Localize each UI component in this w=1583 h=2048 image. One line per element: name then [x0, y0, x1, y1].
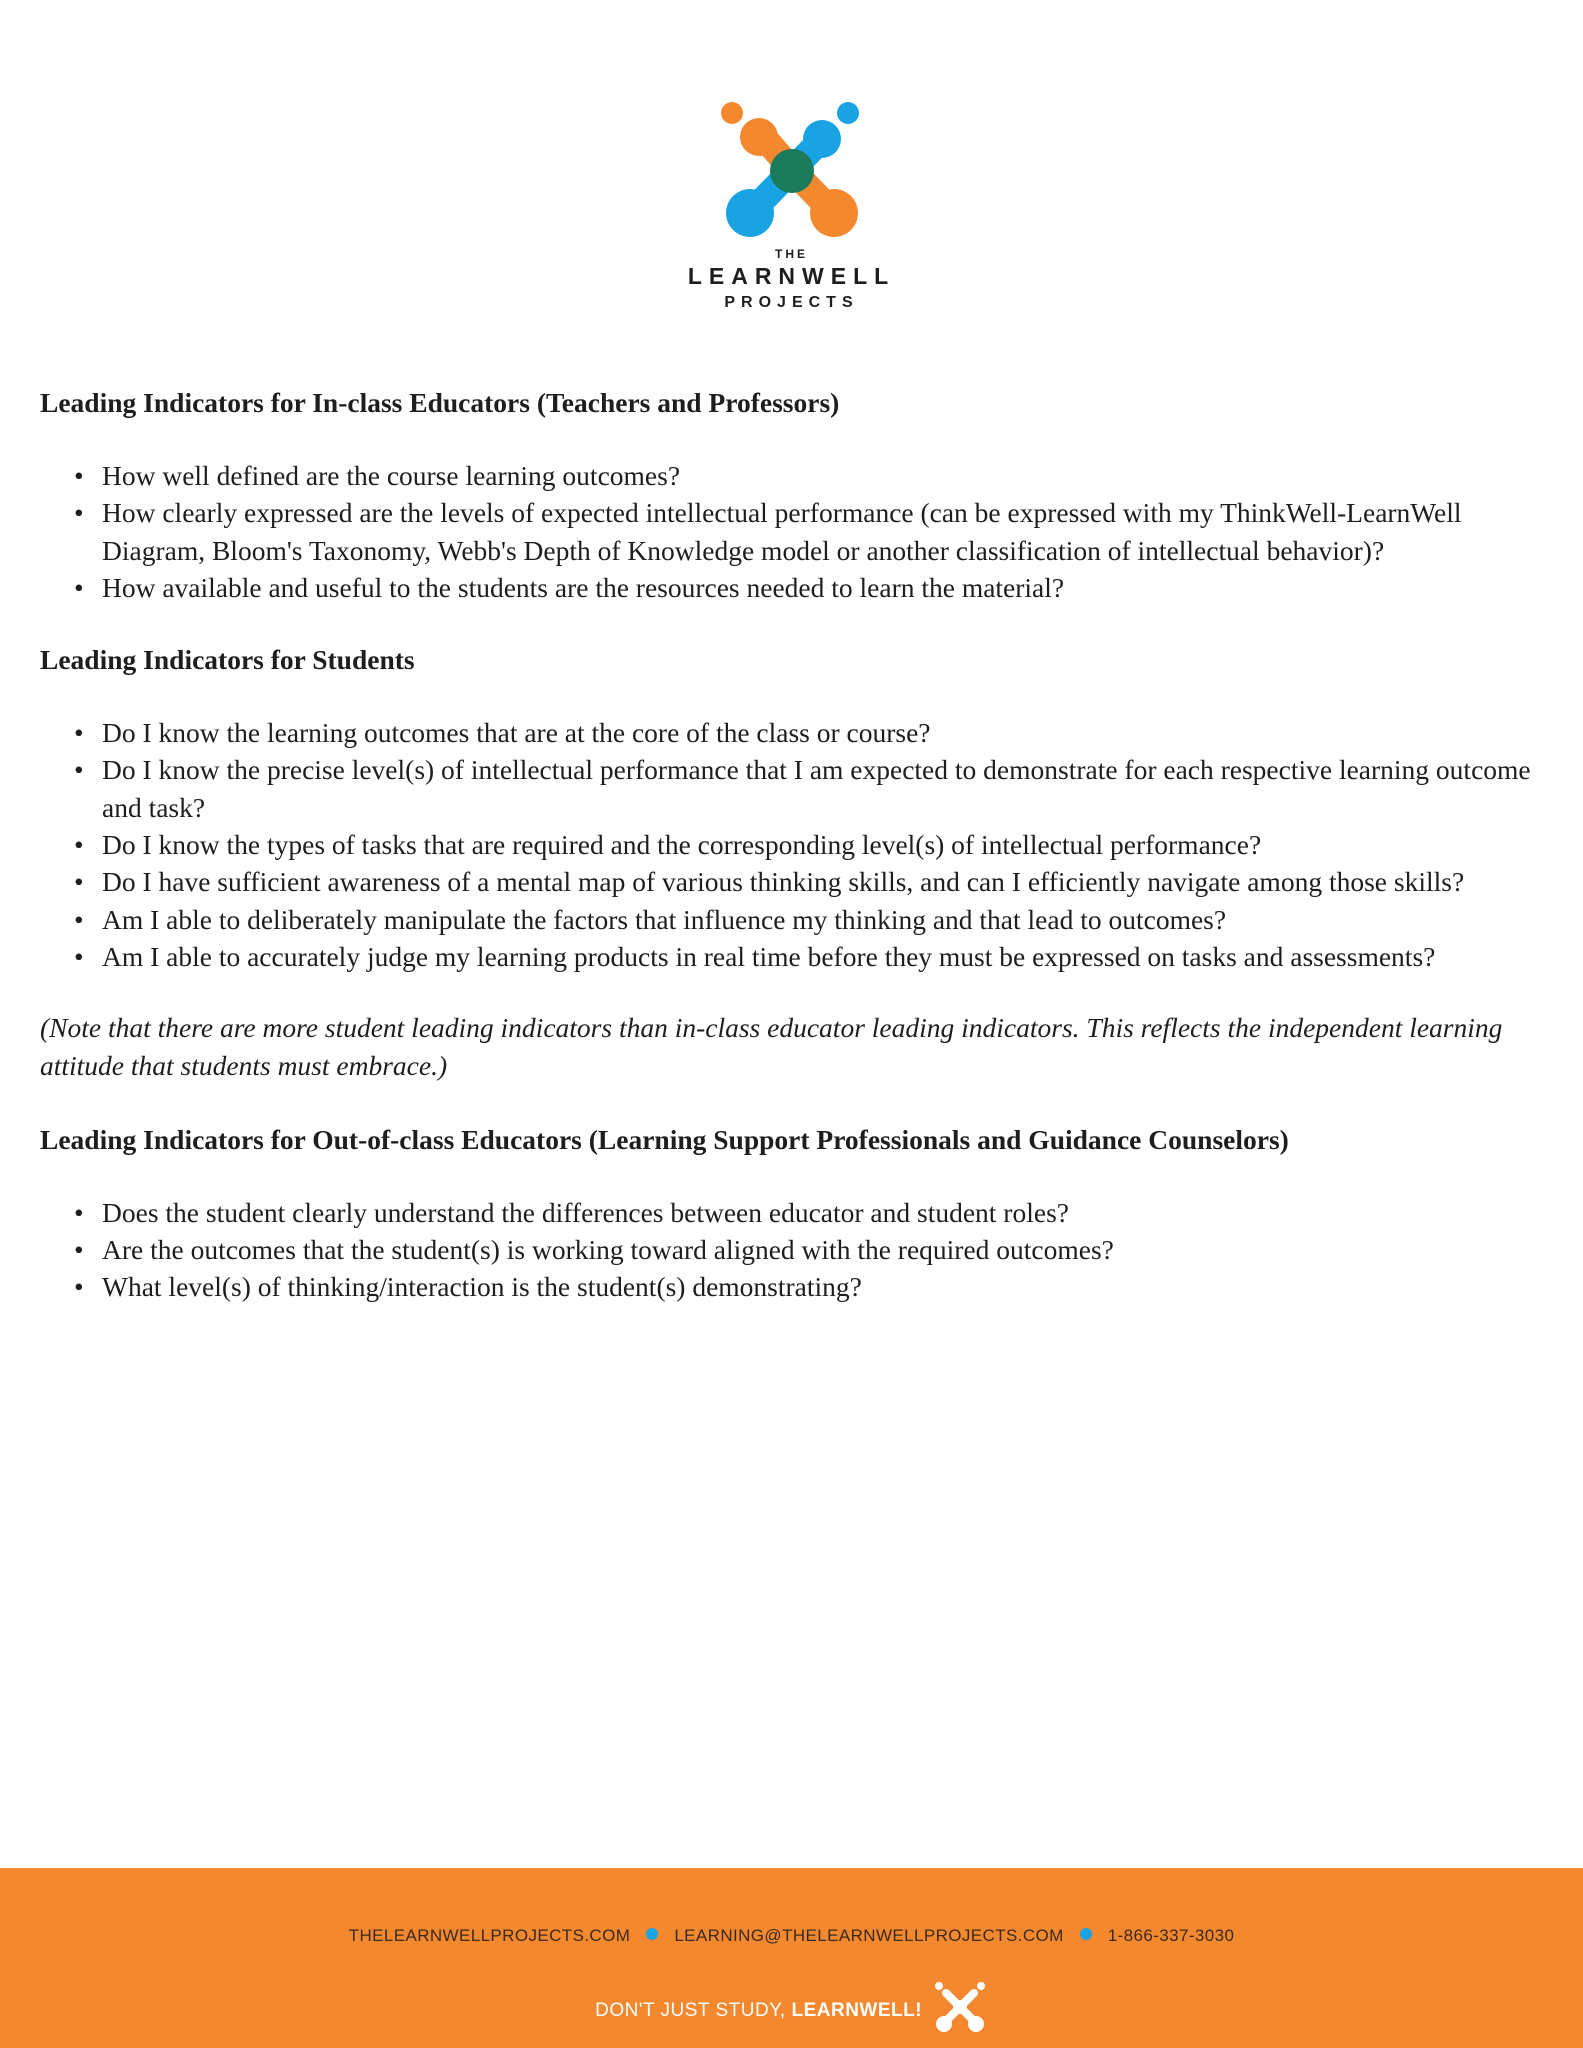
list-item [40, 1268, 1550, 1305]
in-class-educators-list [40, 457, 1550, 606]
list-item-text: Am I able to deliberately manipulate the factors that influence my thinking and that lead to outcomes? [102, 903, 1227, 935]
list-item-text: How well defined are the course learning outcomes? [102, 460, 681, 491]
bullet-icon: • [74, 903, 84, 935]
section-heading-students: Leading Indicators for Students [40, 644, 415, 676]
list-item [40, 1231, 1550, 1268]
list-item [40, 826, 1550, 863]
list-item [40, 714, 1550, 751]
list-item-text: How available and useful to the students are the resources needed to learn the material? [102, 571, 1065, 603]
out-of-class-educators-list [40, 1194, 1550, 1306]
list-item [40, 751, 1550, 826]
tagline-prefix: DON'T JUST STUDY, [595, 2000, 792, 2021]
logo [0, 95, 1583, 315]
learnwell-mark-icon [932, 1980, 988, 2036]
list-item-text: Do I have sufficient awareness of a mental map of various thinking skills, and can I efficiently navigate among those skills? [102, 866, 1465, 898]
bullet-icon: • [74, 497, 84, 529]
list-item-text: Does the student clearly understand the differences between educator and student roles? [102, 1196, 1069, 1228]
logo-name-text: LEARNWELL [687, 263, 896, 289]
list-item-text: Do I know the precise level(s) of intellectual performance that I am expected to demonstrate for each respective learning outcome and task? [102, 754, 1531, 823]
bullet-icon: • [74, 460, 84, 491]
list-item [40, 1194, 1550, 1231]
list-item-text: Do I know the types of tasks that are required and the corresponding level(s) of intellectual performance? [102, 829, 1262, 861]
separator-dot-icon [1080, 1928, 1092, 1940]
bullet-icon: • [74, 940, 84, 972]
list-item [40, 901, 1550, 938]
list-item-text: Are the outcomes that the student(s) is working toward aligned with the required outcomes? [102, 1234, 1114, 1266]
logo-the-text: THE [775, 247, 808, 261]
students-list [40, 714, 1550, 975]
document-body [40, 383, 1550, 1340]
list-item-text: Am I able to accurately judge my learning products in real time before they must be expressed on tasks and assessments? [102, 940, 1436, 972]
learnwell-logo-icon [712, 95, 872, 255]
bullet-icon: • [74, 571, 84, 603]
section-heading-out-of-class-educators: Leading Indicators for Out-of-class Educators (Learning Support Professionals and Guidance Counselors) [40, 1123, 1289, 1155]
bullet-icon: • [74, 829, 84, 861]
list-item-text: Do I know the learning outcomes that are at the core of the class or course? [102, 717, 931, 749]
bullet-icon: • [74, 717, 84, 749]
bullet-icon: • [74, 754, 84, 786]
footer-phone-link[interactable]: 1-866-337-3030 [1107, 1926, 1235, 1945]
bullet-icon: • [74, 866, 84, 898]
footer-banner [0, 1868, 1583, 2048]
list-item-text: What level(s) of thinking/interaction is the student(s) demonstrating? [102, 1271, 862, 1303]
list-item [40, 569, 1550, 606]
bullet-icon: • [74, 1234, 84, 1266]
note-paragraph: (Note that there are more student leading indicators than in-class educator leading indicators. This reflects the independent learning attitude that students must embrace.) [40, 1012, 1503, 1081]
separator-dot-icon [646, 1928, 658, 1940]
footer-email-link[interactable]: LEARNING@THELEARNWELLPROJECTS.COM [674, 1926, 1064, 1945]
section-heading-in-class-educators: Leading Indicators for In-class Educators (Teachers and Professors) [40, 387, 840, 418]
list-item [40, 457, 1550, 494]
tagline-brand: LEARNWELL! [791, 2000, 923, 2021]
footer-contacts [0, 1926, 1583, 1946]
list-item [40, 494, 1550, 569]
footer-website-link[interactable]: THELEARNWELLPROJECTS.COM [348, 1926, 631, 1945]
list-item [40, 863, 1550, 900]
list-item [40, 938, 1550, 975]
bullet-icon: • [74, 1196, 84, 1228]
logo-sub-text: PROJECTS [724, 294, 859, 311]
footer-tagline [0, 1980, 1583, 2036]
list-item-text: How clearly expressed are the levels of expected intellectual performance (can be expressed with my ThinkWell-LearnWell Diagram, Bloom's Taxonomy, Webb's Depth of Knowledge model or another classification of intellectual behavior)? [102, 497, 1462, 566]
bullet-icon: • [74, 1271, 84, 1303]
